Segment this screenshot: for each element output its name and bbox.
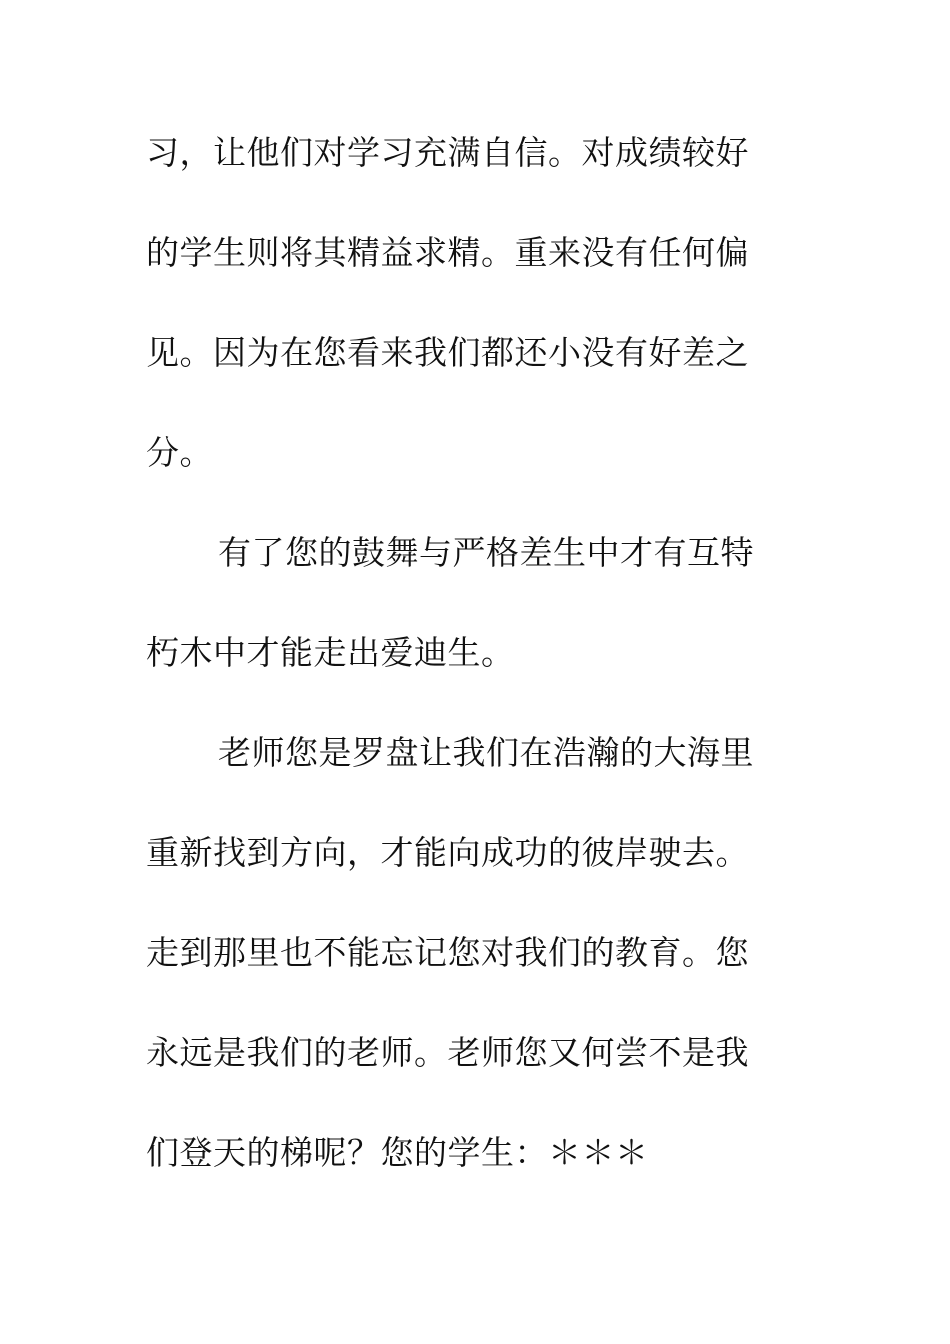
paragraph-line: 的学生则将其精益求精。重来没有任何偏: [146, 233, 749, 272]
paragraph-line: 走到那里也不能忘记您对我们的教育。您: [146, 933, 749, 972]
paragraph-line: 见。因为在您看来我们都还小没有好差之: [146, 333, 749, 372]
paragraph-first-line: 老师您是罗盘让我们在浩瀚的大海里: [218, 733, 754, 772]
paragraph-line: 朽木中才能走出爱迪生。: [146, 633, 515, 672]
paragraph-line: 习，让他们对学习充满自信。对成绩较好: [146, 133, 749, 172]
paragraph-first-line: 有了您的鼓舞与严格差生中才有互特: [218, 533, 754, 572]
paragraph-line: 分。: [146, 433, 213, 472]
paragraph-line: 永远是我们的老师。老师您又何尝不是我: [146, 1033, 749, 1072]
paragraph-line: 重新找到方向，才能向成功的彼岸驶去。: [146, 833, 749, 872]
signature-line: 们登天的梯呢？您的学生：＊＊＊: [146, 1133, 649, 1172]
